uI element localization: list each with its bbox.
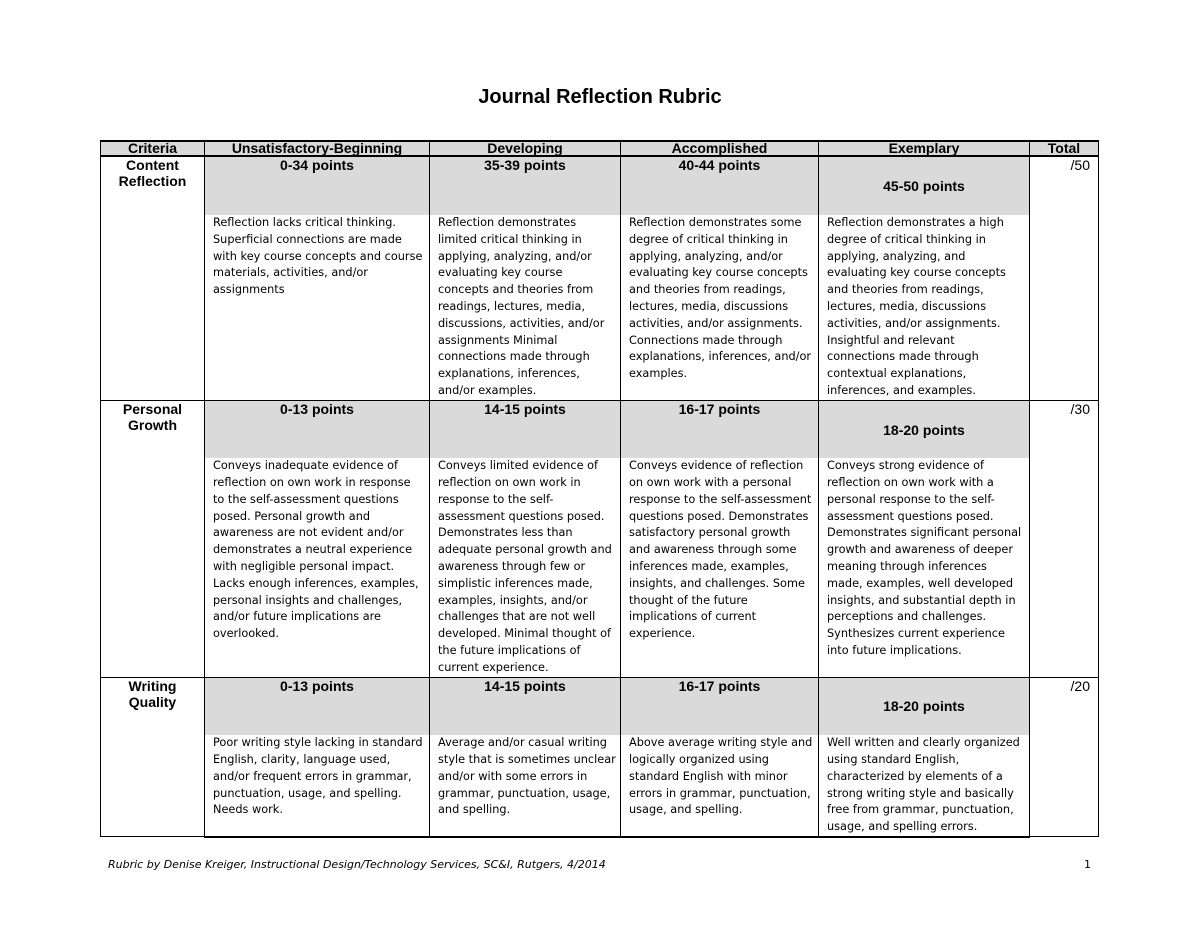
- points-cell: 14-15 points: [430, 400, 621, 458]
- total-cell: /50: [1030, 156, 1099, 400]
- description-cell: Poor writing style lacking in standard English, clarity, language used, and/or frequent errors in grammar, punctuation, usage, and spelling. Needs work.: [205, 735, 430, 837]
- criterion-label: Content Reflection: [101, 156, 205, 400]
- total-cell: /30: [1030, 400, 1099, 677]
- description-cell: Average and/or casual writing style that is sometimes unclear and/or with some errors in grammar, punctuation, usage, and spelling.: [430, 735, 621, 837]
- header-exemplary: Exemplary: [819, 141, 1030, 156]
- points-cell: 16-17 points: [621, 677, 819, 735]
- header-criteria: Criteria: [101, 141, 205, 156]
- points-cell: 0-13 points: [205, 677, 430, 735]
- description-cell: Reflection demonstrates some degree of critical thinking in applying, analyzing, and/or evaluating key course concepts and theories from readings, lectures, media, discussions activities, and/or assignments. Connections made through explanations, inferences, and/or examples.: [621, 215, 819, 400]
- description-cell: Well written and clearly organized using standard English, characterized by elements of a strong writing style and basically free from grammar, punctuation, usage, and spelling errors.: [819, 735, 1030, 837]
- points-cell: 0-34 points: [205, 156, 430, 215]
- points-cell: 35-39 points: [430, 156, 621, 215]
- rubric-table: [100, 140, 1099, 838]
- header-accomplished: Accomplished: [621, 141, 819, 156]
- footer-credit: Rubric by Denise Kreiger, Instructional Design/Technology Services, SC&I, Rutgers, 4/2014: [108, 858, 606, 871]
- description-cell: Conveys limited evidence of reflection on own work in response to the self-assessment questions posed. Demonstrates less than adequate personal growth and awareness through few or simplistic inferences made, examples, insights, and/or challenges that are not well developed. Minimal thought of the future implications of current experience.: [430, 458, 621, 677]
- points-cell: 40-44 points: [621, 156, 819, 215]
- criterion-label: Writing Quality: [101, 677, 205, 837]
- page-number: 1: [1084, 858, 1091, 871]
- points-cell: 18-20 points: [819, 400, 1030, 458]
- header-developing: Developing: [430, 141, 621, 156]
- points-row: [101, 677, 1099, 735]
- description-cell: Above average writing style and logically organized using standard English with minor errors in grammar, punctuation, usage, and spelling.: [621, 735, 819, 837]
- points-cell: 14-15 points: [430, 677, 621, 735]
- header-unsatisfactory: Unsatisfactory-Beginning: [205, 141, 430, 156]
- description-cell: Reflection lacks critical thinking. Superficial connections are made with key course concepts and course materials, activities, and/or assignments: [205, 215, 430, 400]
- header-total: Total: [1030, 141, 1099, 156]
- points-row: [101, 156, 1099, 215]
- description-row: [101, 735, 1099, 837]
- points-cell: 18-20 points: [819, 677, 1030, 735]
- points-cell: 45-50 points: [819, 156, 1030, 215]
- criterion-label: Personal Growth: [101, 400, 205, 677]
- points-row: [101, 400, 1099, 458]
- points-cell: 0-13 points: [205, 400, 430, 458]
- points-cell: 16-17 points: [621, 400, 819, 458]
- description-row: [101, 458, 1099, 677]
- description-cell: Conveys evidence of reflection on own work with a personal response to the self-assessment questions posed. Demonstrates satisfactory personal growth and awareness through some inferences made, examples, insights, and challenges. Some thought of the future implications of current experience.: [621, 458, 819, 677]
- description-cell: Reflection demonstrates a high degree of critical thinking in applying, analyzing, and evaluating key course concepts and theories from readings, lectures, media, discussions activities, and/or assignments. Insightful and relevant connections made through contextual explanations, inferences, and examples.: [819, 215, 1030, 400]
- page-title: Journal Reflection Rubric: [478, 86, 722, 108]
- description-cell: Conveys strong evidence of reflection on own work with a personal response to the self-assessment questions posed. Demonstrates significant personal growth and awareness of deeper meaning through inferences made, examples, well developed insights, and substantial depth in perceptions and challenges. Synthesizes current experience into future implications.: [819, 458, 1030, 677]
- description-cell: Conveys inadequate evidence of reflection on own work in response to the self-assessment questions posed. Personal growth and awareness are not evident and/or demonstrates a neutral experience with negligible personal impact. Lacks enough inferences, examples, personal insights and challenges, and/or future implications are overlooked.: [205, 458, 430, 677]
- description-cell: Reflection demonstrates limited critical thinking in applying, analyzing, and/or evaluating key course concepts and theories from readings, lectures, media, discussions, activities, and/or assignments Minimal connections made through explanations, inferences, and/or examples.: [430, 215, 621, 400]
- description-row: [101, 215, 1099, 400]
- total-cell: /20: [1030, 677, 1099, 837]
- header-row: [101, 141, 1099, 156]
